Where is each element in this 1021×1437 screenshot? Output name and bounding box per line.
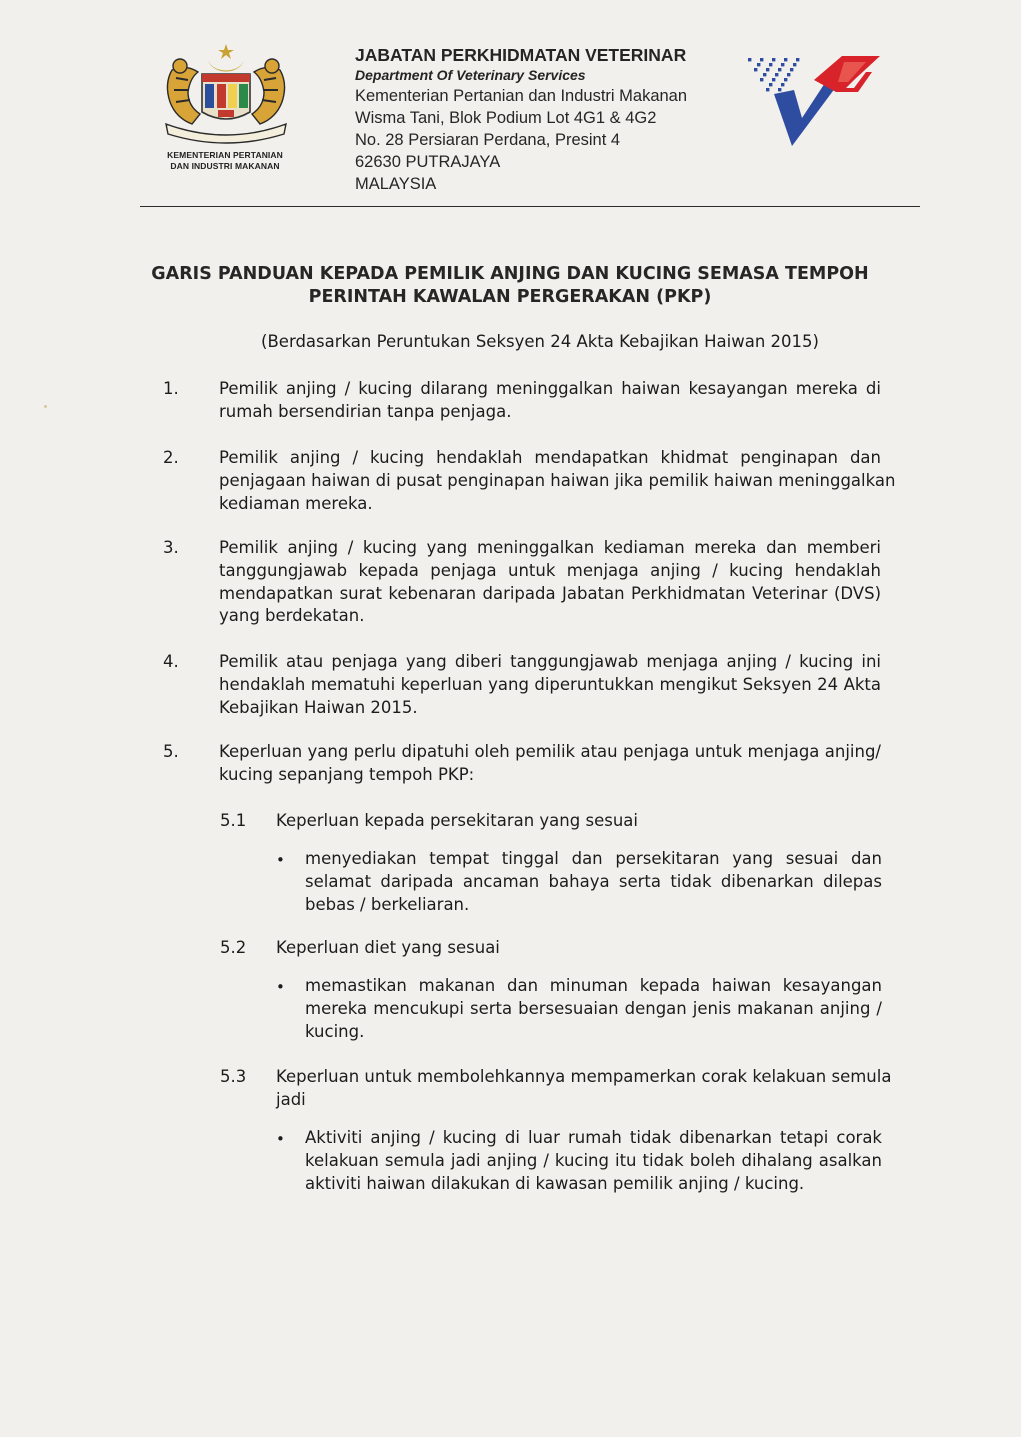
sub-item-heading [276,937,881,960]
item-text-line: Pemilik anjing / kucing yang meninggalkan kediaman mereka dan memberi [219,538,881,557]
bullet-text-line: Aktiviti anjing / kucing di luar rumah tidak dibenarkan tetapi corak [305,1128,882,1147]
item-text [219,651,881,719]
sub-item-heading-line: Keperluan kepada persekitaran yang sesuai [276,811,638,830]
item-text [219,537,881,628]
paper-speck [44,405,47,408]
bullet-text [305,848,882,916]
title-line: PERINTAH KAWALAN PERGERAKAN (PKP) [308,287,712,307]
item-text [219,378,881,424]
ministry-caption [150,150,300,172]
item-number: 1. [163,379,179,398]
sub-item-heading-line: jadi [276,1089,306,1109]
item-number: 3. [163,538,179,557]
ministry-caption-line: KEMENTERIAN PERTANIAN [167,150,283,160]
item-number: 4. [163,652,179,671]
dvs-logo-icon [744,50,880,154]
address-line: No. 28 Persiaran Perdana, Presint 4 [355,131,621,149]
address-line: 62630 PUTRAJAYA [355,153,501,171]
item-text [219,447,896,515]
item-text-line: penjagaan haiwan di pusat penginapan haiwan jika pemilik haiwan meninggalkan [219,470,896,490]
bullet-icon: • [276,851,285,869]
item-text-line: Pemilik atau penjaga yang diberi tanggungjawab menjaga anjing / kucing ini [219,652,881,671]
sub-item-heading [276,810,881,833]
bullet-text-line: menyediakan tempat tinggal dan persekitaran yang sesuai dan [305,849,882,868]
letterhead [355,44,717,195]
sub-item-heading [276,1066,892,1112]
item-text [219,741,881,787]
item-text-line: Keperluan yang perlu dipatuhi oleh pemilik atau penjaga untuk menjaga anjing/ [219,742,881,761]
bullet-text [305,975,882,1043]
item-text-line: Pemilik anjing / kucing dilarang meninggalkan haiwan kesayangan mereka di [219,379,881,398]
item-text-line: mendapatkan surat kebenaran daripada Jabatan Perkhidmatan Veterinar (DVS) [219,583,881,603]
title-line: GARIS PANDUAN KEPADA PEMILIK ANJING DAN KUCING SEMASA TEMPOH [151,264,869,284]
item-text-line: yang berdekatan. [219,606,365,626]
bullet-text-line: kucing. [305,1021,365,1041]
address-line: Kementerian Pertanian dan Industri Makanan [355,87,688,105]
malaysia-coat-of-arms-icon [158,44,294,144]
sub-item-heading-line: Keperluan diet yang sesuai [276,938,500,957]
item-text-line: kediaman mereka. [219,493,373,513]
sub-item-heading-line: Keperluan untuk membolehkannya mempamerkan corak kelakuan semula [276,1067,892,1086]
bullet-text-line: bebas / berkeliaran. [305,894,470,914]
bullet-text-line: selamat daripada ancaman bahaya serta tidak dibenarkan dilepas [305,871,882,891]
bullet-text-line: aktiviti haiwan dilakukan di kawasan pemilik anjing / kucing. [305,1173,805,1193]
sub-item-number: 5.2 [220,938,247,957]
item-text-line: tanggungjawab kepada penjaga untuk menjaga anjing / kucing hendaklah [219,560,881,580]
item-text-line: rumah bersendirian tanpa penjaga. [219,401,512,421]
item-number: 5. [163,742,179,761]
bullet-text [305,1127,882,1195]
address-line: MALAYSIA [355,175,437,193]
ministry-caption-line: DAN INDUSTRI MAKANAN [170,161,280,171]
item-text-line: Kebajikan Haiwan 2015. [219,697,418,717]
item-number: 2. [163,448,179,467]
bullet-icon: • [276,1130,285,1148]
item-text-line: hendaklah mematuhi keperluan yang diperuntukkan mengikut Seksyen 24 Akta [219,674,881,694]
page-subtitle: (Berdasarkan Peruntukan Seksyen 24 Akta Kebajikan Haiwan 2015) [261,332,819,351]
department-name-english: Department Of Veterinary Services [355,67,586,83]
sub-item-number: 5.3 [220,1067,247,1086]
bullet-text-line: memastikan makanan dan minuman kepada haiwan kesayangan [305,976,882,995]
address-line: Wisma Tani, Blok Podium Lot 4G1 & 4G2 [355,109,657,127]
bullet-icon: • [276,978,285,996]
sub-item-number: 5.1 [220,811,247,830]
item-text-line: Pemilik anjing / kucing hendaklah mendapatkan khidmat penginapan dan [219,448,881,467]
header-divider [140,206,920,207]
bullet-text-line: mereka mencukupi serta bersesuaian dengan jenis makanan anjing / [305,998,882,1018]
page-title [140,263,880,309]
item-text-line: kucing sepanjang tempoh PKP: [219,764,475,784]
bullet-text-line: kelakuan semula jadi anjing / kucing itu tidak boleh dihalang asalkan [305,1150,882,1170]
department-name: JABATAN PERKHIDMATAN VETERINAR [355,45,687,65]
